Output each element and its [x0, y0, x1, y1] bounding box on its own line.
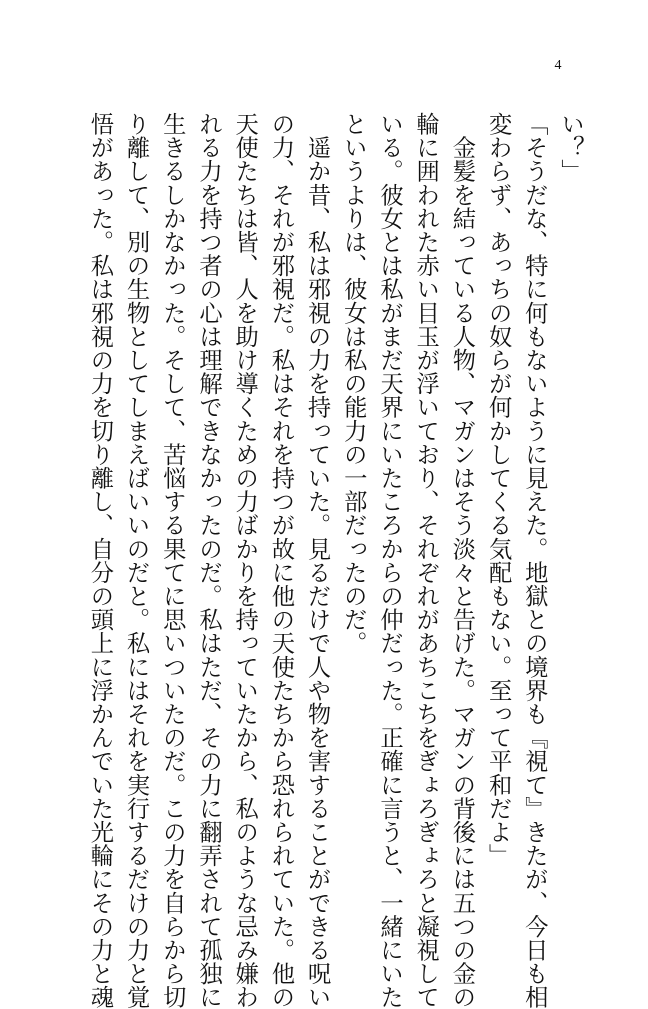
text-line: 輪に囲われた赤い目玉が浮いており、それぞれがあちこちをぎょろぎょろと凝視して	[412, 112, 440, 1009]
text-line: 天使たちは皆、人を助け導くための力ばかりを持っていたから、私のような忌み嫌わ	[231, 112, 259, 1009]
text-line: 遥か昔、私は邪視の力を持っていた。見るだけで人や物を害することができる呪い	[303, 112, 331, 1009]
text-line: いる。彼女とは私がまだ天界にいたころからの仲だった。正確に言うと、一緒にいた	[375, 112, 403, 1009]
text-line: い？」	[557, 112, 584, 183]
body-text	[81, 112, 588, 1009]
text-line: というよりは、彼女は私の能力の一部だったのだ。	[339, 112, 367, 655]
text-line: れる力を持つ者の心は理解できなかったのだ。私はただ、その力に翻弄されて孤独に	[194, 112, 222, 1009]
text-line: り離して、別の生物としてしまえばいいのだと。私にはそれを実行するだけの力と覚	[122, 112, 150, 1009]
text-line: 「そうだな、特に何もないように見えた。地獄との境界も『視て』きたが、今日も相	[520, 112, 548, 1009]
page-number: 4	[554, 58, 562, 73]
text-line: 変わらず、あっちの奴らが何かしてくる気配もない。至って平和だよ」	[484, 112, 512, 868]
text-line: 生きるしかなかった。そして、苦悩する果てに思いついたのだ。この力を自らから切	[158, 112, 186, 1009]
text-line: 金髪を結っている人物、マガンはそう淡々と告げた。マガンの背後には五つの金の	[448, 112, 476, 1009]
text-line: 悟があった。私は邪視の力を切り離し、自分の頭上に浮かんでいた光輪にその力と魂	[86, 112, 114, 1009]
text-line: の力、それが邪視だ。私はそれを持つが故に他の天使たちから恐れられていた。他の	[267, 112, 295, 1009]
